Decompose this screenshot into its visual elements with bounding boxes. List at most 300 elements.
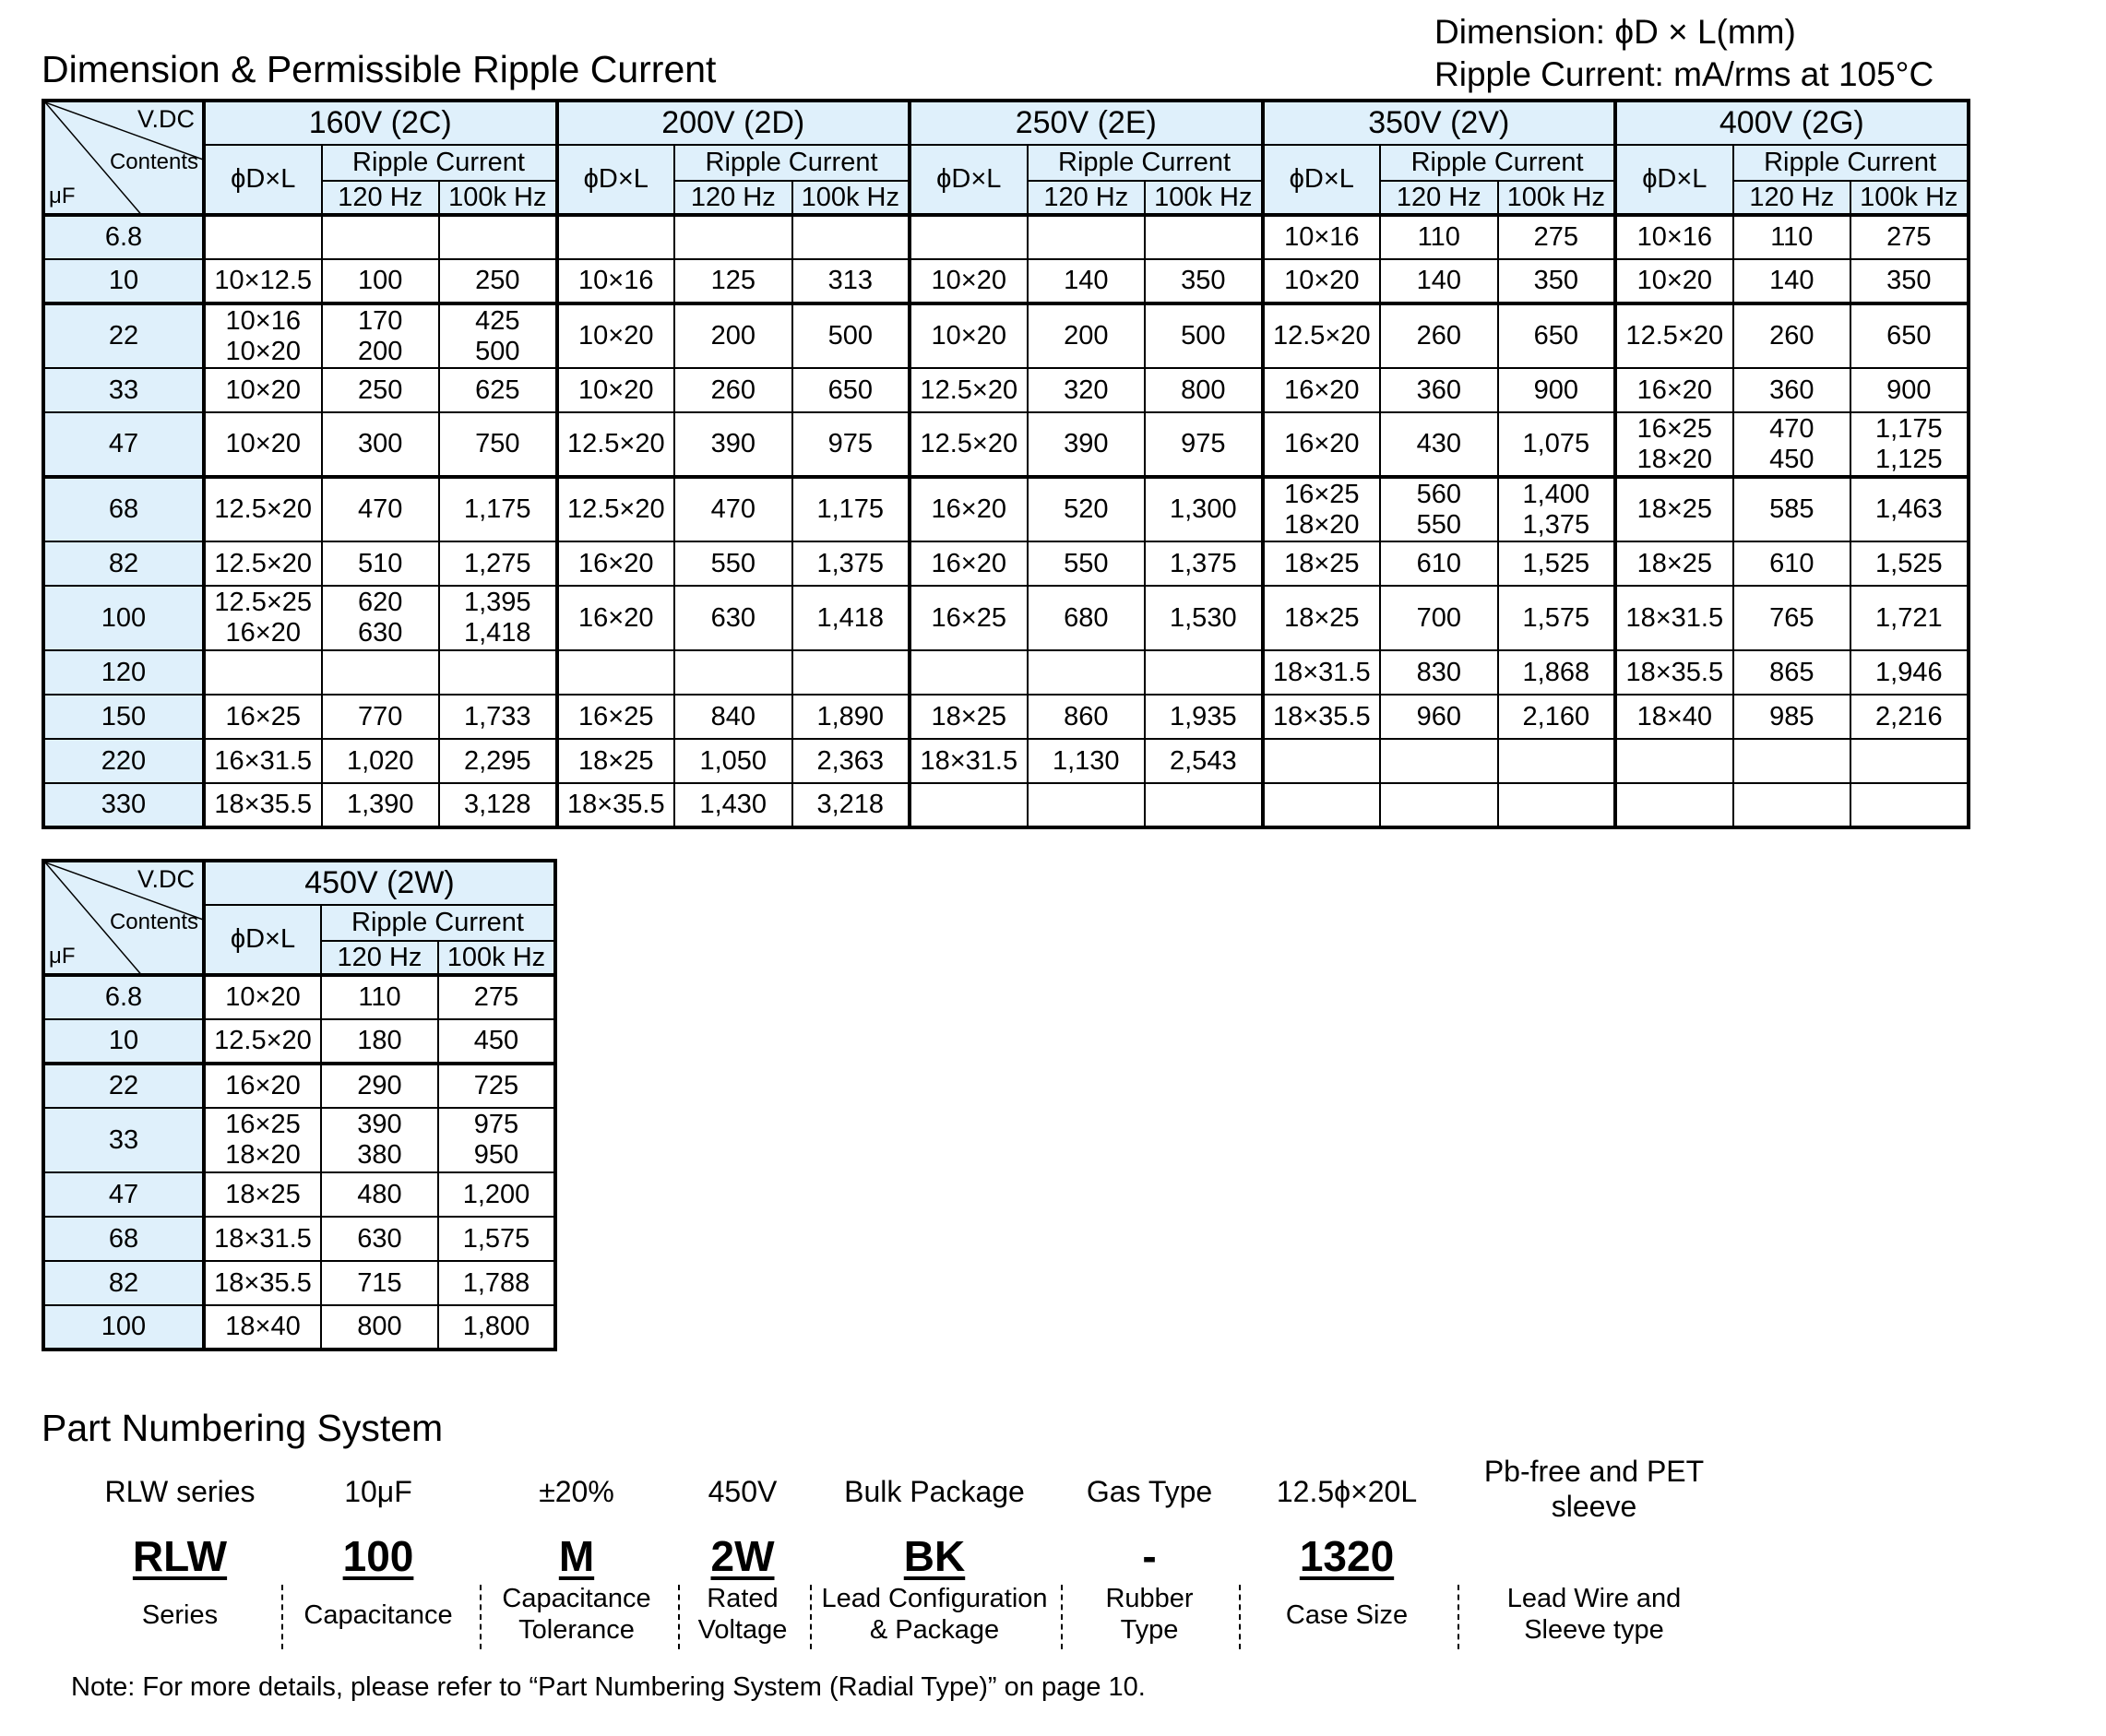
ripple-100khz-cell: 650: [1498, 303, 1616, 368]
pn-example-text: 450V: [708, 1475, 778, 1508]
ripple-100khz-cell: 313: [792, 259, 910, 303]
table-row: [43, 586, 1969, 650]
ripple-120hz-cell: 630: [674, 586, 792, 650]
ripple-100khz-cell: 1,868: [1498, 650, 1616, 695]
ripple-120hz-cell: 550: [1028, 541, 1146, 586]
ripple-100khz-cell: 275: [438, 975, 555, 1019]
corner-uf-label: μF: [49, 184, 76, 208]
ripple-100khz-cell: [1850, 783, 1969, 827]
corner-contents-label: Contents: [109, 910, 198, 934]
dimension-cell: [910, 650, 1028, 695]
ripple-120hz-cell: 560 550: [1380, 477, 1498, 541]
ripple-120hz-cell: [1028, 650, 1146, 695]
ripple-100khz-cell: [1145, 215, 1263, 259]
ripple-100khz-cell: 1,375: [1145, 541, 1263, 586]
dimension-cell: 16×25: [557, 695, 675, 739]
dimension-cell: 12.5×20: [910, 368, 1028, 412]
ripple-120hz-cell: 1,020: [322, 739, 440, 783]
dimension-cell: 18×31.5: [204, 1217, 321, 1261]
ripple-100khz-cell: 350: [1498, 259, 1616, 303]
dimension-cell: 18×25: [1615, 477, 1733, 541]
freq-120hz-header: 120 Hz: [1380, 181, 1498, 215]
table-row: [43, 695, 1969, 739]
dimension-cell: 18×35.5: [1263, 695, 1381, 739]
ripple-120hz-cell: 865: [1733, 650, 1851, 695]
ripple-120hz-cell: 360: [1380, 368, 1498, 412]
ripple-100khz-cell: [1850, 739, 1969, 783]
ripple-120hz-cell: [322, 215, 440, 259]
ripple-120hz-cell: 260: [1380, 303, 1498, 368]
freq-120hz-header: 120 Hz: [321, 941, 438, 975]
ripple-100khz-cell: 2,160: [1498, 695, 1616, 739]
ripple-100khz-cell: 2,295: [439, 739, 557, 783]
ripple-120hz-cell: 1,050: [674, 739, 792, 783]
table-row: [43, 1108, 555, 1172]
ripple-120hz-cell: [1028, 783, 1146, 827]
dimension-cell: 10×20: [557, 368, 675, 412]
freq-120hz-header: 120 Hz: [674, 181, 792, 215]
ripple-120hz-cell: 610: [1733, 541, 1851, 586]
ripple-120hz-cell: [1380, 739, 1498, 783]
ripple-120hz-cell: 110: [1380, 215, 1498, 259]
table-row: [43, 412, 1969, 477]
ripple-100khz-cell: 1,733: [439, 695, 557, 739]
dimension-cell: 18×31.5: [1263, 650, 1381, 695]
dimension-cell: 18×25: [1615, 541, 1733, 586]
pn-example-text: Gas Type: [1086, 1475, 1213, 1508]
ripple-current-header: Ripple Current: [1028, 145, 1263, 181]
dimension-cell: 18×25: [1263, 586, 1381, 650]
dimension-cell: 12.5×20: [204, 1019, 321, 1064]
ripple-100khz-cell: 350: [1145, 259, 1263, 303]
pn-field-description: Lead Wire and Sleeve type: [1506, 1584, 1682, 1645]
capacitance-cell: 47: [43, 412, 204, 477]
table-row: [43, 1305, 555, 1350]
dimension-cell: [910, 215, 1028, 259]
ripple-100khz-cell: 725: [438, 1064, 555, 1108]
pn-code-text: -: [1142, 1532, 1157, 1580]
voltage-header: 160V (2C): [204, 101, 557, 145]
ripple-120hz-cell: 290: [321, 1064, 438, 1108]
ripple-120hz-cell: 1,430: [674, 783, 792, 827]
dimension-cell: 10×20: [204, 975, 321, 1019]
dimension-header: ϕD×L: [910, 145, 1028, 215]
dimension-cell: 10×20: [1615, 259, 1733, 303]
ripple-120hz-cell: 200: [674, 303, 792, 368]
ripple-120hz-cell: 140: [1380, 259, 1498, 303]
corner-vdc-label: V.DC: [137, 865, 195, 893]
ripple-table-main: [42, 99, 1970, 829]
dimension-cell: 18×25: [557, 739, 675, 783]
footnote: Note: For more details, please refer to “Part Numbering System (Radial Type)” on page 10.: [71, 1672, 1146, 1702]
dimension-cell: 16×20: [910, 477, 1028, 541]
capacitance-cell: 220: [43, 739, 204, 783]
voltage-header: 250V (2E): [910, 101, 1263, 145]
pn-example-text: RLW series: [104, 1475, 256, 1508]
voltage-header: 400V (2G): [1615, 101, 1969, 145]
capacitance-cell: 33: [43, 368, 204, 412]
ripple-current-header: Ripple Current: [674, 145, 910, 181]
dimension-cell: [1615, 783, 1733, 827]
ripple-100khz-cell: 625: [439, 368, 557, 412]
ripple-120hz-cell: 140: [1028, 259, 1146, 303]
corner-contents-label: Contents: [109, 149, 198, 174]
pn-field-description: Capacitance Tolerance: [502, 1584, 651, 1645]
dimension-cell: 16×25 18×20: [204, 1108, 321, 1172]
dimension-cell: 18×35.5: [1615, 650, 1733, 695]
pn-example-text: 10μF: [344, 1475, 412, 1508]
ripple-120hz-cell: 770: [322, 695, 440, 739]
ripple-100khz-cell: 1,463: [1850, 477, 1969, 541]
table-row: [43, 1261, 555, 1305]
pn-field-description: Lead Configuration & Package: [821, 1584, 1048, 1645]
ripple-120hz-cell: 470 450: [1733, 412, 1851, 477]
ripple-100khz-cell: 650: [792, 368, 910, 412]
ripple-100khz-cell: [439, 650, 557, 695]
voltage-header: 200V (2D): [557, 101, 910, 145]
ripple-100khz-cell: [1498, 739, 1616, 783]
header-row-columns: [43, 145, 1969, 181]
ripple-120hz-cell: 470: [322, 477, 440, 541]
pn-separator: [480, 1585, 482, 1649]
pn-code-text: RLW: [132, 1532, 228, 1580]
dimension-cell: 18×31.5: [1615, 586, 1733, 650]
ripple-120hz-cell: [322, 650, 440, 695]
voltage-header: 350V (2V): [1263, 101, 1616, 145]
ripple-100khz-cell: 1,800: [438, 1305, 555, 1350]
ripple-120hz-cell: 840: [674, 695, 792, 739]
ripple-note: Ripple Current: mA/rms at 105°C: [1434, 55, 1934, 93]
ripple-120hz-cell: 520: [1028, 477, 1146, 541]
ripple-120hz-cell: 550: [674, 541, 792, 586]
dimension-cell: [557, 215, 675, 259]
dimension-cell: 16×31.5: [204, 739, 322, 783]
freq-120hz-header: 120 Hz: [322, 181, 440, 215]
freq-100khz-header: 100k Hz: [439, 181, 557, 215]
ripple-100khz-cell: 800: [1145, 368, 1263, 412]
dimension-cell: 16×20: [1615, 368, 1733, 412]
pn-code-text: BK: [903, 1532, 966, 1580]
dimension-cell: 12.5×20: [1263, 303, 1381, 368]
ripple-100khz-cell: [439, 215, 557, 259]
ripple-100khz-cell: [1498, 783, 1616, 827]
capacitance-cell: 6.8: [43, 975, 204, 1019]
dimension-cell: 18×25: [910, 695, 1028, 739]
ripple-100khz-cell: 1,721: [1850, 586, 1969, 650]
capacitance-cell: 6.8: [43, 215, 204, 259]
dimension-cell: 10×16 10×20: [204, 303, 322, 368]
ripple-current-header: Ripple Current: [321, 905, 555, 941]
ripple-120hz-cell: [674, 650, 792, 695]
freq-100khz-header: 100k Hz: [792, 181, 910, 215]
part-numbering-title: Part Numbering System: [42, 1407, 444, 1449]
ripple-100khz-cell: 1,525: [1850, 541, 1969, 586]
dimension-cell: 18×40: [204, 1305, 321, 1350]
capacitance-cell: 82: [43, 541, 204, 586]
dimension-cell: 18×40: [1615, 695, 1733, 739]
ripple-100khz-cell: 500: [1145, 303, 1263, 368]
ripple-100khz-cell: 1,075: [1498, 412, 1616, 477]
dimension-cell: 10×16: [1615, 215, 1733, 259]
ripple-100khz-cell: 900: [1498, 368, 1616, 412]
ripple-current-header: Ripple Current: [1380, 145, 1615, 181]
pn-separator: [678, 1585, 680, 1649]
ripple-120hz-cell: 610: [1380, 541, 1498, 586]
ripple-100khz-cell: 1,946: [1850, 650, 1969, 695]
ripple-120hz-cell: [1733, 739, 1851, 783]
pn-field-description: Capacitance: [303, 1600, 453, 1630]
ripple-120hz-cell: 430: [1380, 412, 1498, 477]
freq-120hz-header: 120 Hz: [1733, 181, 1851, 215]
freq-100khz-header: 100k Hz: [438, 941, 555, 975]
table-row: [43, 783, 1969, 827]
capacitance-cell: 10: [43, 1019, 204, 1064]
dimension-cell: 12.5×25 16×20: [204, 586, 322, 650]
ripple-120hz-cell: 470: [674, 477, 792, 541]
ripple-120hz-cell: 830: [1380, 650, 1498, 695]
ripple-120hz-cell: 480: [321, 1172, 438, 1217]
ripple-120hz-cell: 140: [1733, 259, 1851, 303]
header-corner: [43, 101, 204, 215]
ripple-100khz-cell: 3,128: [439, 783, 557, 827]
table-row: [43, 1217, 555, 1261]
ripple-100khz-cell: 250: [439, 259, 557, 303]
ripple-120hz-cell: 860: [1028, 695, 1146, 739]
dimension-cell: 16×20: [1263, 368, 1381, 412]
ripple-100khz-cell: [1145, 650, 1263, 695]
dimension-cell: 10×16: [1263, 215, 1381, 259]
ripple-100khz-cell: 900: [1850, 368, 1969, 412]
ripple-100khz-cell: 650: [1850, 303, 1969, 368]
pn-code-text: 2W: [710, 1532, 775, 1580]
ripple-120hz-cell: [1028, 215, 1146, 259]
ripple-100khz-cell: 3,218: [792, 783, 910, 827]
ripple-120hz-cell: 1,130: [1028, 739, 1146, 783]
capacitance-cell: 68: [43, 1217, 204, 1261]
ripple-100khz-cell: [792, 215, 910, 259]
dimension-cell: [557, 650, 675, 695]
dimension-cell: 18×35.5: [557, 783, 675, 827]
ripple-100khz-cell: 2,216: [1850, 695, 1969, 739]
dimension-cell: 12.5×20: [204, 541, 322, 586]
dimension-cell: 18×25: [204, 1172, 321, 1217]
ripple-100khz-cell: 1,525: [1498, 541, 1616, 586]
dimension-cell: 16×20: [1263, 412, 1381, 477]
ripple-100khz-cell: 275: [1498, 215, 1616, 259]
ripple-120hz-cell: 510: [322, 541, 440, 586]
capacitance-cell: 100: [43, 1305, 204, 1350]
ripple-120hz-cell: 630: [321, 1217, 438, 1261]
pn-example-text: ±20%: [539, 1475, 614, 1508]
ripple-120hz-cell: 320: [1028, 368, 1146, 412]
ripple-120hz-cell: 1,390: [322, 783, 440, 827]
freq-100khz-header: 100k Hz: [1498, 181, 1616, 215]
ripple-120hz-cell: 170 200: [322, 303, 440, 368]
capacitance-cell: 120: [43, 650, 204, 695]
dimension-cell: 10×20: [910, 303, 1028, 368]
table-row: [43, 975, 555, 1019]
ripple-100khz-cell: 1,788: [438, 1261, 555, 1305]
ripple-100khz-cell: 1,275: [439, 541, 557, 586]
pn-separator: [810, 1585, 812, 1649]
dimension-cell: 10×12.5: [204, 259, 322, 303]
ripple-100khz-cell: 1,575: [438, 1217, 555, 1261]
ripple-100khz-cell: 1,530: [1145, 586, 1263, 650]
table-row: [43, 1064, 555, 1108]
dimension-cell: [910, 783, 1028, 827]
ripple-100khz-cell: 1,400 1,375: [1498, 477, 1616, 541]
dimension-header: ϕD×L: [1263, 145, 1381, 215]
ripple-100khz-cell: 1,375: [792, 541, 910, 586]
ripple-120hz-cell: 960: [1380, 695, 1498, 739]
freq-120hz-header: 120 Hz: [1028, 181, 1146, 215]
dimension-cell: 18×35.5: [204, 783, 322, 827]
capacitance-cell: 330: [43, 783, 204, 827]
dimension-cell: 12.5×20: [557, 412, 675, 477]
units-note: [1434, 11, 1933, 96]
ripple-120hz-cell: 700: [1380, 586, 1498, 650]
ripple-100khz-cell: [1145, 783, 1263, 827]
ripple-100khz-cell: 1,418: [792, 586, 910, 650]
ripple-100khz-cell: 975: [792, 412, 910, 477]
ripple-120hz-cell: 390: [674, 412, 792, 477]
ripple-100khz-cell: 1,175: [792, 477, 910, 541]
ripple-100khz-cell: 500: [792, 303, 910, 368]
ripple-120hz-cell: 985: [1733, 695, 1851, 739]
dimension-cell: 16×25: [910, 586, 1028, 650]
pn-example-text: Pb-free and PET sleeve: [1483, 1455, 1705, 1523]
dimension-cell: 18×31.5: [910, 739, 1028, 783]
table-row: [43, 739, 1969, 783]
ripple-100khz-cell: 1,395 1,418: [439, 586, 557, 650]
ripple-120hz-cell: 300: [322, 412, 440, 477]
table-row: [43, 650, 1969, 695]
dimension-cell: 10×20: [204, 368, 322, 412]
pn-field-description: Case Size: [1285, 1600, 1409, 1630]
dimension-cell: 10×16: [557, 259, 675, 303]
freq-100khz-header: 100k Hz: [1850, 181, 1969, 215]
dimension-header: ϕD×L: [204, 905, 321, 975]
pn-separator: [281, 1585, 283, 1649]
ripple-current-header: Ripple Current: [1733, 145, 1969, 181]
ripple-100khz-cell: 2,363: [792, 739, 910, 783]
pn-separator: [1458, 1585, 1459, 1649]
capacitance-cell: 150: [43, 695, 204, 739]
dimension-cell: 16×20: [557, 541, 675, 586]
ripple-120hz-cell: 110: [321, 975, 438, 1019]
dimension-cell: [1263, 783, 1381, 827]
dimension-cell: 10×20: [204, 412, 322, 477]
pn-field-description: Series: [141, 1600, 219, 1630]
ripple-120hz-cell: 800: [321, 1305, 438, 1350]
ripple-120hz-cell: [1733, 783, 1851, 827]
table-row: [43, 541, 1969, 586]
ripple-120hz-cell: 180: [321, 1019, 438, 1064]
capacitance-cell: 100: [43, 586, 204, 650]
ripple-120hz-cell: 100: [322, 259, 440, 303]
pn-code-text: 1320: [1299, 1532, 1395, 1580]
dimension-cell: [204, 215, 322, 259]
ripple-120hz-cell: 200: [1028, 303, 1146, 368]
ripple-120hz-cell: 620 630: [322, 586, 440, 650]
table-row: [43, 215, 1969, 259]
ripple-current-header: Ripple Current: [322, 145, 557, 181]
corner-uf-label: μF: [49, 944, 76, 969]
ripple-100khz-cell: 1,890: [792, 695, 910, 739]
table-row: [43, 477, 1969, 541]
capacitance-cell: 47: [43, 1172, 204, 1217]
pn-separator: [1061, 1585, 1063, 1649]
capacitance-cell: 68: [43, 477, 204, 541]
pn-separator: [1239, 1585, 1241, 1649]
header-row-voltage: [43, 861, 555, 905]
ripple-100khz-cell: 975: [1145, 412, 1263, 477]
ripple-120hz-cell: 360: [1733, 368, 1851, 412]
ripple-120hz-cell: 110: [1733, 215, 1851, 259]
ripple-100khz-cell: 2,543: [1145, 739, 1263, 783]
ripple-100khz-cell: 750: [439, 412, 557, 477]
page-title: Dimension & Permissible Ripple Current: [42, 48, 717, 90]
ripple-120hz-cell: 260: [1733, 303, 1851, 368]
dimension-header: ϕD×L: [204, 145, 322, 215]
ripple-120hz-cell: 765: [1733, 586, 1851, 650]
corner-vdc-label: V.DC: [137, 105, 195, 133]
ripple-100khz-cell: 975 950: [438, 1108, 555, 1172]
dimension-cell: [1263, 739, 1381, 783]
ripple-120hz-cell: 680: [1028, 586, 1146, 650]
dimension-cell: 16×25 18×20: [1263, 477, 1381, 541]
pn-code-text: 100: [342, 1532, 414, 1580]
header-corner: [43, 861, 204, 975]
table-row: [43, 303, 1969, 368]
header-row-voltage: [43, 101, 1969, 145]
dimension-cell: 10×20: [1263, 259, 1381, 303]
ripple-120hz-cell: 715: [321, 1261, 438, 1305]
ripple-100khz-cell: 275: [1850, 215, 1969, 259]
ripple-100khz-cell: [792, 650, 910, 695]
dimension-cell: [1615, 739, 1733, 783]
table-row: [43, 1019, 555, 1064]
pn-field-description: Rubber Type: [1105, 1584, 1194, 1645]
ripple-100khz-cell: 425 500: [439, 303, 557, 368]
table-row: [43, 1172, 555, 1217]
dimension-cell: 12.5×20: [910, 412, 1028, 477]
dimension-note: Dimension: ϕD × L(mm): [1434, 13, 1796, 51]
ripple-100khz-cell: 1,175: [439, 477, 557, 541]
capacitance-cell: 22: [43, 303, 204, 368]
ripple-100khz-cell: 1,935: [1145, 695, 1263, 739]
capacitance-cell: 33: [43, 1108, 204, 1172]
ripple-120hz-cell: 260: [674, 368, 792, 412]
ripple-table-450v: [42, 859, 557, 1351]
pn-example-text: Bulk Package: [844, 1475, 1025, 1508]
ripple-100khz-cell: 450: [438, 1019, 555, 1064]
capacitance-cell: 22: [43, 1064, 204, 1108]
dimension-cell: 16×20: [910, 541, 1028, 586]
dimension-cell: 16×20: [557, 586, 675, 650]
table-row: [43, 259, 1969, 303]
ripple-120hz-cell: 390 380: [321, 1108, 438, 1172]
ripple-120hz-cell: [674, 215, 792, 259]
ripple-120hz-cell: 125: [674, 259, 792, 303]
ripple-100khz-cell: 1,175 1,125: [1850, 412, 1969, 477]
dimension-cell: 12.5×20: [1615, 303, 1733, 368]
ripple-120hz-cell: 585: [1733, 477, 1851, 541]
freq-100khz-header: 100k Hz: [1145, 181, 1263, 215]
dimension-cell: 12.5×20: [204, 477, 322, 541]
ripple-120hz-cell: [1380, 783, 1498, 827]
dimension-header: ϕD×L: [1615, 145, 1733, 215]
